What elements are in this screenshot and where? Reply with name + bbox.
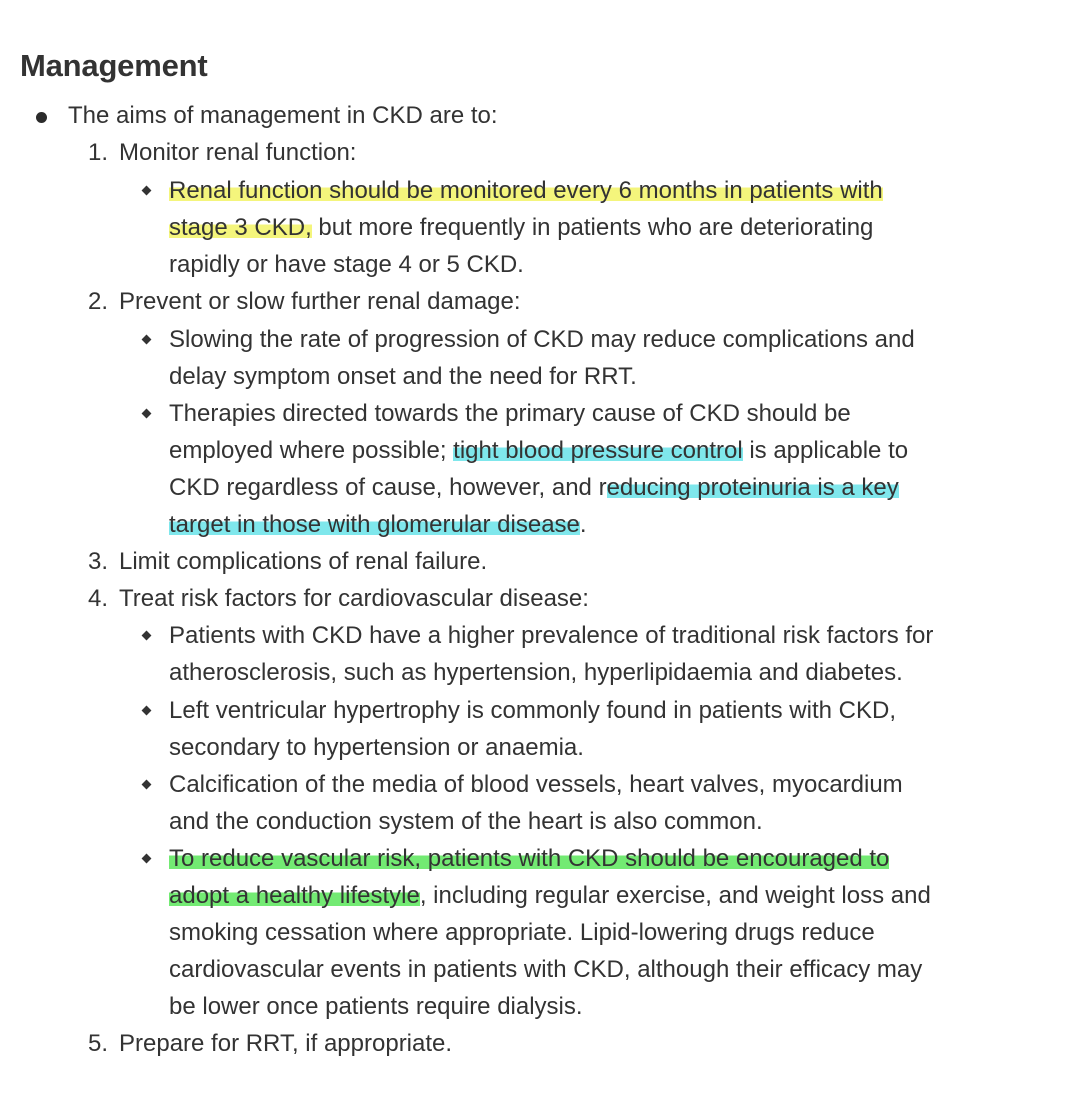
list-item bbox=[169, 209, 873, 246]
item-number: 3. bbox=[88, 548, 109, 575]
bullet-dot-icon bbox=[36, 112, 47, 123]
list-item bbox=[169, 877, 931, 914]
list-item bbox=[169, 432, 908, 469]
item-number: 5. bbox=[88, 1030, 109, 1057]
list-item: cardiovascular events in patients with CKD, although their efficacy may bbox=[169, 956, 923, 983]
highlighted-text: To reduce vascular risk, patients with CKD should be encouraged to bbox=[169, 845, 890, 872]
text-span: is applicable to bbox=[742, 437, 909, 464]
list-item: Slowing the rate of progression of CKD may reduce complications and bbox=[169, 326, 915, 353]
item-label: Monitor renal function: bbox=[119, 139, 357, 166]
item-number: 1. bbox=[88, 139, 109, 166]
text-span: , including regular exercise, and weight loss and bbox=[419, 882, 931, 909]
item-label: Treat risk factors for cardiovascular disease: bbox=[119, 585, 589, 612]
diamond-bullet-icon bbox=[142, 854, 152, 864]
highlighted-text: Renal function should be monitored every 6 months in patients with bbox=[169, 177, 883, 204]
diamond-bullet-icon bbox=[142, 706, 152, 716]
diamond-bullet-icon bbox=[142, 631, 152, 641]
item-label: Prevent or slow further renal damage: bbox=[119, 288, 521, 315]
list-item bbox=[169, 469, 899, 506]
list-item bbox=[169, 172, 883, 209]
list-item: smoking cessation where appropriate. Lipid-lowering drugs reduce bbox=[169, 919, 875, 946]
section-title: Management bbox=[20, 48, 208, 83]
item-number: 4. bbox=[88, 585, 109, 612]
intro-text: The aims of management in CKD are to: bbox=[68, 102, 498, 129]
diamond-bullet-icon bbox=[142, 780, 152, 790]
list-item: atherosclerosis, such as hypertension, hyperlipidaemia and diabetes. bbox=[169, 659, 903, 686]
diamond-bullet-icon bbox=[142, 409, 152, 419]
text-span: CKD regardless of cause, however, and r bbox=[169, 474, 607, 501]
item-label: Limit complications of renal failure. bbox=[119, 548, 488, 575]
text-span: but more frequently in patients who are deteriorating bbox=[311, 214, 874, 241]
highlighted-text: adopt a healthy lifestyle bbox=[169, 882, 420, 909]
diamond-bullet-icon bbox=[142, 186, 152, 196]
list-item: and the conduction system of the heart is also common. bbox=[169, 808, 763, 835]
list-item: Calcification of the media of blood vessels, heart valves, myocardium bbox=[169, 771, 903, 798]
diamond-bullet-icon bbox=[142, 335, 152, 345]
highlighted-text: target in those with glomerular disease bbox=[169, 511, 580, 538]
list-item: delay symptom onset and the need for RRT. bbox=[169, 363, 637, 390]
item-label: Prepare for RRT, if appropriate. bbox=[119, 1030, 453, 1057]
list-item: Left ventricular hypertrophy is commonly found in patients with CKD, bbox=[169, 697, 896, 724]
list-item: be lower once patients require dialysis. bbox=[169, 993, 583, 1020]
list-item: Patients with CKD have a higher prevalence of traditional risk factors for bbox=[169, 622, 934, 649]
list-item: secondary to hypertension or anaemia. bbox=[169, 734, 584, 761]
list-item bbox=[169, 506, 587, 543]
highlighted-text: stage 3 CKD, bbox=[169, 214, 312, 241]
text-span: . bbox=[579, 511, 587, 538]
list-item: Therapies directed towards the primary cause of CKD should be bbox=[169, 400, 851, 427]
text-span: employed where possible; bbox=[169, 437, 454, 464]
highlighted-text: educing proteinuria is a key bbox=[606, 474, 899, 501]
item-number: 2. bbox=[88, 288, 109, 315]
list-item: rapidly or have stage 4 or 5 CKD. bbox=[169, 251, 524, 278]
list-item bbox=[169, 840, 889, 877]
highlighted-text: tight blood pressure control bbox=[453, 437, 743, 464]
